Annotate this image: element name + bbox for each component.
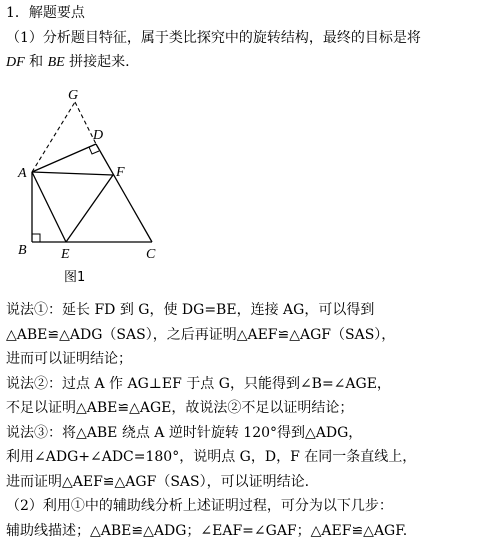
label-a: A: [18, 166, 27, 181]
text-line-6: 说法③：将△ABE 绕点 A 逆时针旋转 120°得到△ADG，: [6, 425, 363, 441]
text-line-7: 利用∠ADG+∠ADC=180°，说明点 G，D，F 在同一条直线上，: [6, 449, 417, 465]
segment-be: BE: [47, 55, 65, 70]
text-line-4: 说法②：过点 A 作 AG⊥EF 于点 G，只能得到∠B=∠AGE，: [6, 376, 391, 392]
paragraph-1-line-2: [6, 53, 130, 72]
segment-ef: [66, 175, 113, 242]
segment-af: [32, 172, 113, 175]
text-line-1: 说法①：延长 FD 到 G，使 DG=BE，连接 AG，可以得到: [6, 302, 375, 318]
dashed-ag: [32, 102, 75, 172]
text-line-3: 进而可以证明结论；: [6, 351, 132, 367]
paragraph-1-line-1: （1）分析题目特征，属于类比探究中的旋转结构，最终的目标是将: [6, 30, 421, 46]
segment-df: DF: [6, 55, 25, 70]
right-angle-b: [32, 234, 40, 242]
geometry-figure: [0, 80, 200, 290]
segment-ae: [32, 172, 66, 242]
label-g: G: [68, 88, 79, 103]
label-c: C: [146, 247, 156, 262]
label-b: B: [18, 243, 27, 258]
figure-caption: 图1: [64, 270, 86, 285]
label-d: D: [93, 128, 104, 143]
text-line-5: 不足以证明△ABE≌△AGE，故说法②不足以证明结论；: [6, 400, 354, 416]
text-line-8: 进而证明△AEF≌△AGF（SAS），可以证明结论.: [6, 474, 310, 490]
text-line-2: △ABE≌△ADG（SAS），之后再证明△AEF≌△AGF（SAS），: [6, 327, 396, 343]
segment-ad: [32, 144, 96, 172]
figure-svg: [0, 80, 200, 290]
and-text: 和: [24, 54, 48, 70]
section-heading: 1．解题要点: [6, 5, 85, 21]
segment-cd: [96, 144, 152, 242]
right-angle-d: [89, 147, 99, 154]
label-e: E: [61, 247, 70, 262]
text-line-9: （2）利用①中的辅助线分析上述证明过程，可分为以下几步：: [6, 498, 393, 514]
label-f: F: [116, 165, 125, 180]
text-line-10: 辅助线描述；△ABE≌△ADG；∠EAF=∠GAF；△AEF≌△AGF.: [6, 523, 408, 539]
line-2-rest: 拼接起来.: [64, 54, 130, 70]
